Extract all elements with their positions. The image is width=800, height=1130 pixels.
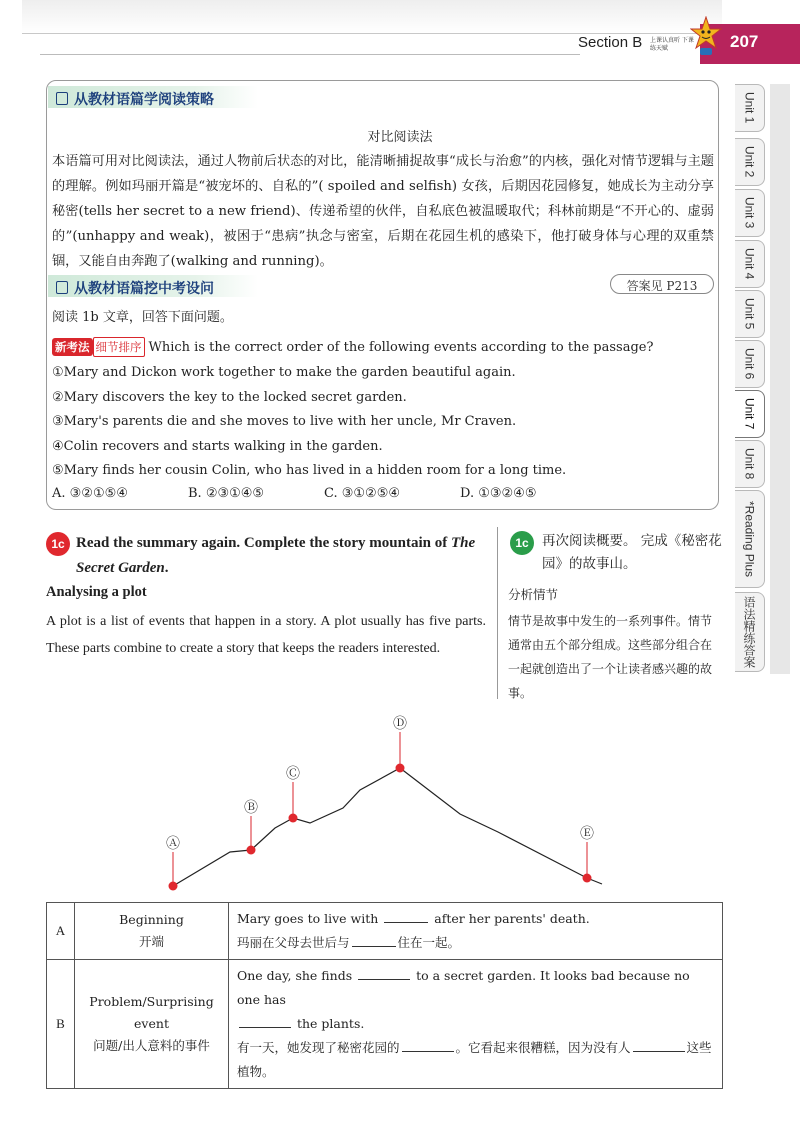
strategy-heading: 从教材语篇学阅读策略 <box>48 86 258 108</box>
story-mountain <box>0 700 800 900</box>
page-fold <box>22 0 722 34</box>
tab-reading-plus[interactable]: *Reading Plus <box>735 490 765 588</box>
page-number: 207 <box>700 24 800 64</box>
plot-paragraph-cn: 情节是故事中发生的一系列事件。情节通常由五个部分组成。这些部分组合在一起就创造出了一个让读者感兴趣的故事。 <box>508 614 713 700</box>
method-title: 对比阅读法 <box>367 130 433 145</box>
question-type-tag: 细节排序 <box>93 337 145 357</box>
question-icon <box>56 281 68 294</box>
point-a <box>169 882 178 891</box>
point-d <box>396 764 405 773</box>
task-badge-en: 1c <box>46 532 70 556</box>
exam-instruction: 阅读 1b 文章，回答下面问题。 <box>52 310 233 325</box>
label-b: Ⓑ <box>244 800 258 816</box>
header-slogan: 上课认真听 下课练天赋 <box>650 37 694 52</box>
answer-reference: 答案见 P213 <box>610 274 714 294</box>
label-c: Ⓒ <box>286 766 300 782</box>
option-b[interactable]: B. ②③①④⑤ <box>188 486 265 501</box>
book-icon <box>56 92 68 105</box>
point-b <box>247 846 256 855</box>
tab-unit-2[interactable]: Unit 2 <box>735 138 765 186</box>
tab-unit-6[interactable]: Unit 6 <box>735 340 765 388</box>
plot-subheading-cn: 分析情节 <box>508 587 559 602</box>
label-d: Ⓓ <box>393 716 407 732</box>
label-e: Ⓔ <box>580 826 594 842</box>
answer-blank[interactable] <box>352 935 396 947</box>
task-title-en: Read the summary again. Complete the story mountain of The Secret Garden. <box>76 535 476 576</box>
tab-unit-5[interactable]: Unit 5 <box>735 290 765 338</box>
plot-table <box>46 902 723 1089</box>
stage-cell: Problem/Surprising event 问题/出人意料的事件 <box>75 960 229 1089</box>
event-item: ④Colin recovers and starts walking in the garden. <box>52 439 383 454</box>
exam-heading: 从教材语篇挖中考设问 <box>48 275 258 297</box>
answer-blank[interactable] <box>239 1016 291 1028</box>
point-e <box>583 874 592 883</box>
book-title: The Secret Garden <box>76 535 476 576</box>
exam-question: 新考法 细节排序 Which is the correct order of the following events according to the passage? <box>52 337 653 357</box>
point-c <box>289 814 298 823</box>
tab-strip <box>770 84 790 674</box>
tab-unit-4[interactable]: Unit 4 <box>735 240 765 288</box>
row-key: B <box>47 960 75 1089</box>
row-key: A <box>47 903 75 960</box>
mountain-outline <box>173 768 602 886</box>
option-d[interactable]: D. ①③②④⑤ <box>460 486 537 501</box>
star-mascot-icon <box>690 16 722 56</box>
event-item: ①Mary and Dickon work together to make the garden beautiful again. <box>52 365 516 380</box>
option-c[interactable]: C. ③①②⑤④ <box>324 486 401 501</box>
new-exam-tag: 新考法 <box>52 338 93 356</box>
tab-unit-8[interactable]: Unit 8 <box>735 440 765 488</box>
label-a: Ⓐ <box>166 836 180 852</box>
header-rule <box>40 54 580 55</box>
page-header <box>0 0 800 62</box>
strategy-paragraph: 本语篇可用对比阅读法，通过人物前后状态的对比，能清晰捕捉故事“成长与治愈”的内核，强化对情节逻辑与主题的理解。例如玛丽开篇是“被宠坏的、自私的”( spoiled and selfish) 女孩，后期因花园修复，她成长为主动分享秘密(tells her secret to a new friend)、传递希望的伙伴，自私底色被温暖取代；科林前期是“不开心的、虚弱的”(unhappy and weak)，被困于“患病”执念与密室，后期在花园生机的感染下，他打破身体与心理的双重禁锢，又能自由奔跑了(walking and running)。 <box>52 154 714 269</box>
content-cell: One day, she finds to a secret garden. It looks bad because no one has the plants. 有一天，她发现了秘密花园的 。它看起来很糟糕，因为没有人 这些植物。 <box>229 960 723 1089</box>
tab-unit-3[interactable]: Unit 3 <box>735 189 765 237</box>
plot-paragraph-en: A plot is a list of events that happen in a story. A plot usually has five parts. These parts combine to create a story that keeps the readers interested. <box>46 614 486 656</box>
table-row <box>47 903 723 960</box>
tab-unit-1[interactable]: Unit 1 <box>735 84 765 132</box>
table-row <box>47 960 723 1089</box>
column-divider <box>497 527 498 699</box>
event-item: ③Mary's parents die and she moves to live with her uncle, Mr Craven. <box>52 414 517 429</box>
task-title-cn: 再次阅读概要。 完成《秘密花园》的故事山。 <box>542 533 722 572</box>
answer-blank[interactable] <box>358 968 410 980</box>
tab-unit-7[interactable]: Unit 7 <box>735 390 765 438</box>
section-title: Section B <box>578 34 643 51</box>
event-item: ②Mary discovers the key to the locked secret garden. <box>52 390 407 405</box>
option-a[interactable]: A. ③②①⑤④ <box>52 486 128 501</box>
content-cell: Mary goes to live with after her parents' death. 玛丽在父母去世后与 住在一起。 <box>229 903 723 960</box>
task-badge-cn: 1c <box>510 531 534 555</box>
tab-grammar-answers[interactable]: 语法精练答案 <box>735 592 765 672</box>
answer-blank[interactable] <box>402 1040 454 1052</box>
event-item: ⑤Mary finds her cousin Colin, who has lived in a hidden room for a long time. <box>52 463 567 478</box>
answer-blank[interactable] <box>633 1040 685 1052</box>
plot-subheading-en: Analysing a plot <box>46 584 147 600</box>
answer-blank[interactable] <box>384 911 428 923</box>
stage-cell: Beginning 开端 <box>75 903 229 960</box>
